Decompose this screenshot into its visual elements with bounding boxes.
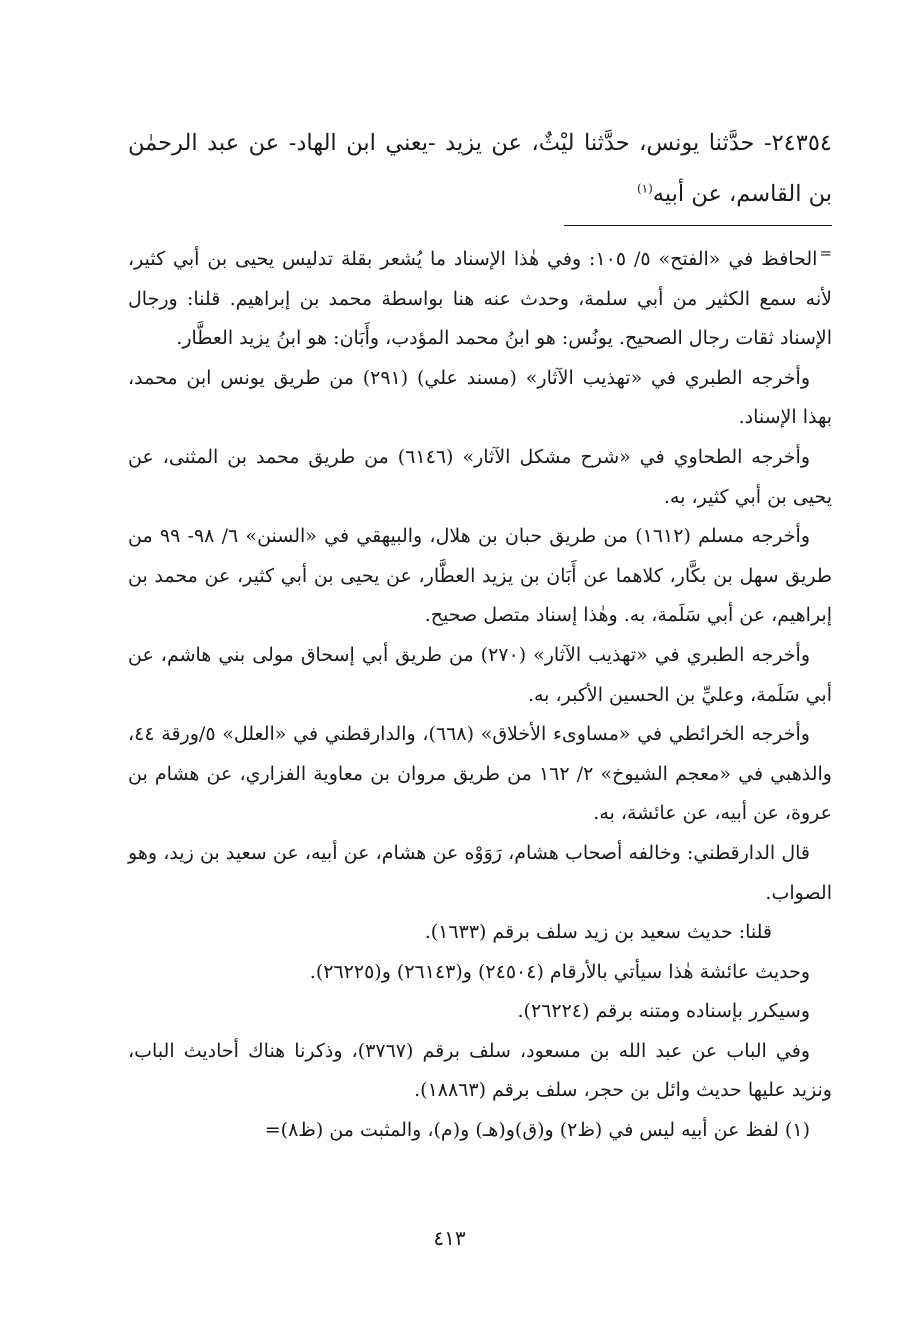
commentary-paragraph: وأخرجه الطبري في «تهذيب الآثار» (مسند علي) (٢٩١) من طريق يونس ابن محمد، بهذا الإسناد. bbox=[128, 366, 832, 429]
hadith-body: ٢٤٣٥٤- حدَّثنا يونس، حدَّثنا ليْثٌ، عن يزيد -يعني ابن الهاد- عن عبد الرحمٰن بن القاسم، عن أبيه bbox=[128, 130, 832, 207]
commentary-paragraph: قلنا: حديث سعيد بن زيد سلف برقم (١٦٣٣). bbox=[424, 921, 772, 944]
document-page bbox=[128, 118, 832, 1318]
continuation-mark: = bbox=[819, 243, 832, 262]
commentary-paragraph bbox=[128, 240, 832, 359]
commentary-paragraph: وأخرجه الطبري في «تهذيب الآثار» (٢٧٠) من طريق أبي إسحاق مولى بني هاشم، عن أبي سَلَمة، وعليِّ بن الحسين الأكبر، به. bbox=[128, 643, 832, 706]
commentary-paragraph: قال الدارقطني: وخالفه أصحاب هشام، رَوَوْه عن هشام، عن أبيه، عن سعيد بن زيد، وهو الصواب. bbox=[128, 841, 832, 904]
page-number: ٤١٣ bbox=[433, 1226, 466, 1250]
commentary-paragraph: وأخرجه الطحاوي في «شرح مشكل الآثار» (٦١٤٦) من طريق محمد بن المثنى، عن يحيى بن أبي كثير، به. bbox=[128, 445, 832, 508]
commentary-text: الحافظ في «الفتح» ٥/ ١٠٥: وفي هٰذا الإسناد ما يُشعر بقلة تدليس يحيى بن أبي كثير، لأنه سمع الكثير من أبي سلمة، وحدث عنه هنا بواسطة محمد بن إبراهيم. قلنا: ورجال الإسناد ثقات رجال الصحيح. يونُس: هو ابنُ محمد المؤدب، وأَبَان: هو ابنُ يزيد العطَّار. bbox=[128, 248, 832, 350]
hadith-text bbox=[128, 118, 832, 220]
commentary-paragraph: وأخرجه مسلم (١٦١٢) من طريق حبان بن هلال، والبيهقي في «السنن» ٦/ ٩٨- ٩٩ من طريق سهل بن بكَّار، كلاهما عن أَبَان بن يزيد العطَّار، عن يحيى بن أبي كثير، عن محمد بن إبراهيم، عن أبي سَلَمة، به. وهٰذا إسناد متصل صحيح. bbox=[128, 525, 832, 627]
commentary-paragraph: وحديث عائشة هٰذا سيأتي بالأرقام (٢٤٥٠٤) و(٢٦١٤٣) و(٢٦٢٢٥). bbox=[309, 960, 810, 983]
footnote-commentary bbox=[128, 240, 832, 1151]
commentary-paragraph: وفي الباب عن عبد الله بن مسعود، سلف برقم (٣٧٦٧)، وذكرنا هناك أحاديث الباب، ونزيد عليها حديث وائل بن حجر، سلف برقم (١٨٨٦٣). bbox=[128, 1039, 832, 1102]
commentary-paragraph: وسيكرر بإسناده ومتنه برقم (٢٦٢٢٤). bbox=[517, 1000, 810, 1023]
footnote-reference: (١) bbox=[636, 181, 653, 196]
commentary-paragraph: وأخرجه الخرائطي في «مساوىء الأخلاق» (٦٦٨)، والدارقطني في «العلل» ٥/ورقة ٤٤، والذهبي في «معجم الشيوخ» ٢/ ١٦٢ من طريق مروان بن معاوية الفزاري، عن هشام بن عروة، عن أبيه، عن عائشة، به. bbox=[128, 723, 832, 825]
footnote-1: (١) لفظ عن أبيه ليس في (ظ٢) و(ق)و(هـ) و(م)، والمثبت من (ظ٨)= bbox=[264, 1119, 810, 1142]
footnote-separator bbox=[564, 225, 832, 226]
